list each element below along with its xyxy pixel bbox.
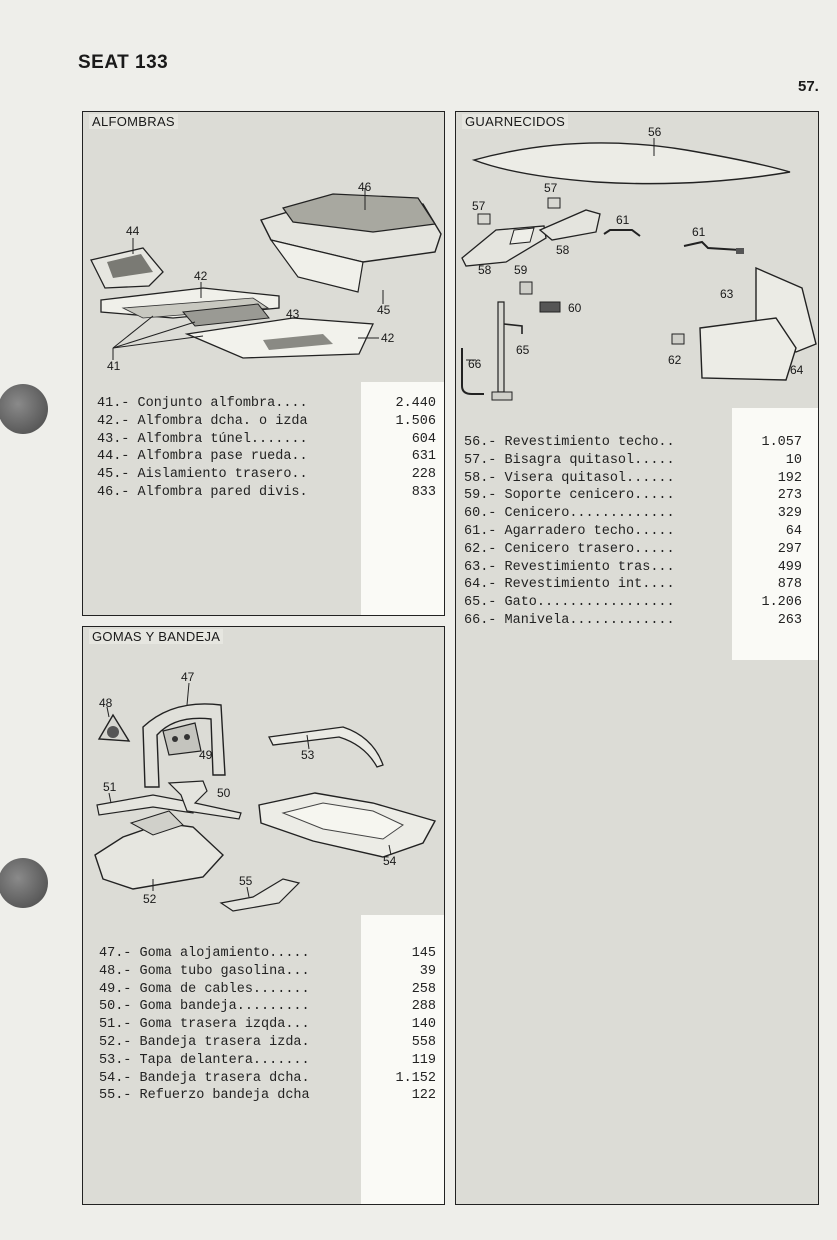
list-item: 51.- Goma trasera izqda... 140 xyxy=(99,1017,436,1033)
brand-title: SEAT 133 xyxy=(78,52,169,73)
callout-55: 55 xyxy=(239,874,253,888)
callout-56: 56 xyxy=(648,125,662,139)
callout-41: 41 xyxy=(107,359,121,373)
list-item: 44.- Alfombra pase rueda.. 631 xyxy=(97,449,436,465)
binder-hole-bottom xyxy=(0,858,48,908)
callout-58-left: 58 xyxy=(478,263,492,277)
list-item: 59.- Soporte cenicero..... 273 xyxy=(464,488,802,504)
callout-42-upper: 42 xyxy=(194,269,208,283)
callout-58-right: 58 xyxy=(556,243,570,257)
list-item: 46.- Alfombra pared divis. 833 xyxy=(97,484,436,500)
callout-54: 54 xyxy=(383,854,397,868)
list-item: 62.- Cenicero trasero..... 297 xyxy=(464,541,802,557)
callout-49: 49 xyxy=(199,748,213,762)
list-item: 55.- Refuerzo bandeja dcha 122 xyxy=(99,1088,436,1104)
callout-62: 62 xyxy=(668,353,682,367)
gomas-parts-list xyxy=(99,945,436,1105)
callout-66: 66 xyxy=(468,357,482,371)
alfombras-illustration xyxy=(83,112,445,382)
list-item: 48.- Goma tubo gasolina... 39 xyxy=(99,963,436,979)
list-item: 43.- Alfombra túnel....... 604 xyxy=(97,431,436,447)
list-item: 66.- Manivela............. 263 xyxy=(464,612,802,628)
panel-alfombras xyxy=(82,111,445,616)
callout-63: 63 xyxy=(720,287,734,301)
callout-46: 46 xyxy=(358,180,372,194)
callout-61-right: 61 xyxy=(692,225,706,239)
list-item: 49.- Goma de cables....... 258 xyxy=(99,981,436,997)
list-item: 52.- Bandeja trasera izda. 558 xyxy=(99,1034,436,1050)
panel-title-gomas-bandeja: GOMAS Y BANDEJA xyxy=(89,629,223,644)
callout-45: 45 xyxy=(377,303,391,317)
callout-64: 64 xyxy=(790,363,804,377)
panel-title-guarnecidos: GUARNECIDOS xyxy=(462,114,568,129)
callout-57-left: 57 xyxy=(472,199,486,213)
list-item: 42.- Alfombra dcha. o izda 1.506 xyxy=(97,413,436,429)
list-item: 60.- Cenicero............. 329 xyxy=(464,506,802,522)
list-item: 41.- Conjunto alfombra.... 2.440 xyxy=(97,396,436,411)
callout-65: 65 xyxy=(516,343,530,357)
panel-guarnecidos xyxy=(455,111,819,1205)
list-item: 56.- Revestimiento techo.. 1.057 xyxy=(464,435,802,450)
list-item: 61.- Agarradero techo..... 64 xyxy=(464,523,802,539)
alfombras-parts-list xyxy=(97,395,436,502)
list-item: 45.- Aislamiento trasero.. 228 xyxy=(97,467,436,483)
guarnecidos-illustration xyxy=(456,112,819,412)
callout-48: 48 xyxy=(99,696,113,710)
callout-53: 53 xyxy=(301,748,315,762)
list-item: 64.- Revestimiento int.... 878 xyxy=(464,577,802,593)
guarnecidos-parts-list xyxy=(464,434,802,630)
list-item: 50.- Goma bandeja......... 288 xyxy=(99,999,436,1015)
panel-gomas-bandeja xyxy=(82,626,445,1205)
callout-44: 44 xyxy=(126,224,140,238)
list-item: 54.- Bandeja trasera dcha. 1.152 xyxy=(99,1070,436,1086)
list-item: 65.- Gato................. 1.206 xyxy=(464,595,802,611)
list-item: 47.- Goma alojamiento..... 145 xyxy=(99,946,436,961)
panel-title-alfombras: ALFOMBRAS xyxy=(89,114,178,129)
callout-50: 50 xyxy=(217,786,231,800)
callout-47: 47 xyxy=(181,670,195,684)
binder-hole-top xyxy=(0,384,48,434)
callout-42-lower: 42 xyxy=(381,331,395,345)
callout-59: 59 xyxy=(514,263,528,277)
list-item: 58.- Visera quitasol...... 192 xyxy=(464,470,802,486)
page-number: 57. xyxy=(798,78,819,95)
gomas-illustration xyxy=(83,627,445,917)
list-item: 57.- Bisagra quitasol..... 10 xyxy=(464,452,802,468)
list-item: 53.- Tapa delantera....... 119 xyxy=(99,1052,436,1068)
callout-57-right: 57 xyxy=(544,181,558,195)
callout-43: 43 xyxy=(286,307,300,321)
callout-52: 52 xyxy=(143,892,157,906)
callout-51: 51 xyxy=(103,780,117,794)
list-item: 63.- Revestimiento tras... 499 xyxy=(464,559,802,575)
callout-61-left: 61 xyxy=(616,213,630,227)
callout-60: 60 xyxy=(568,301,582,315)
